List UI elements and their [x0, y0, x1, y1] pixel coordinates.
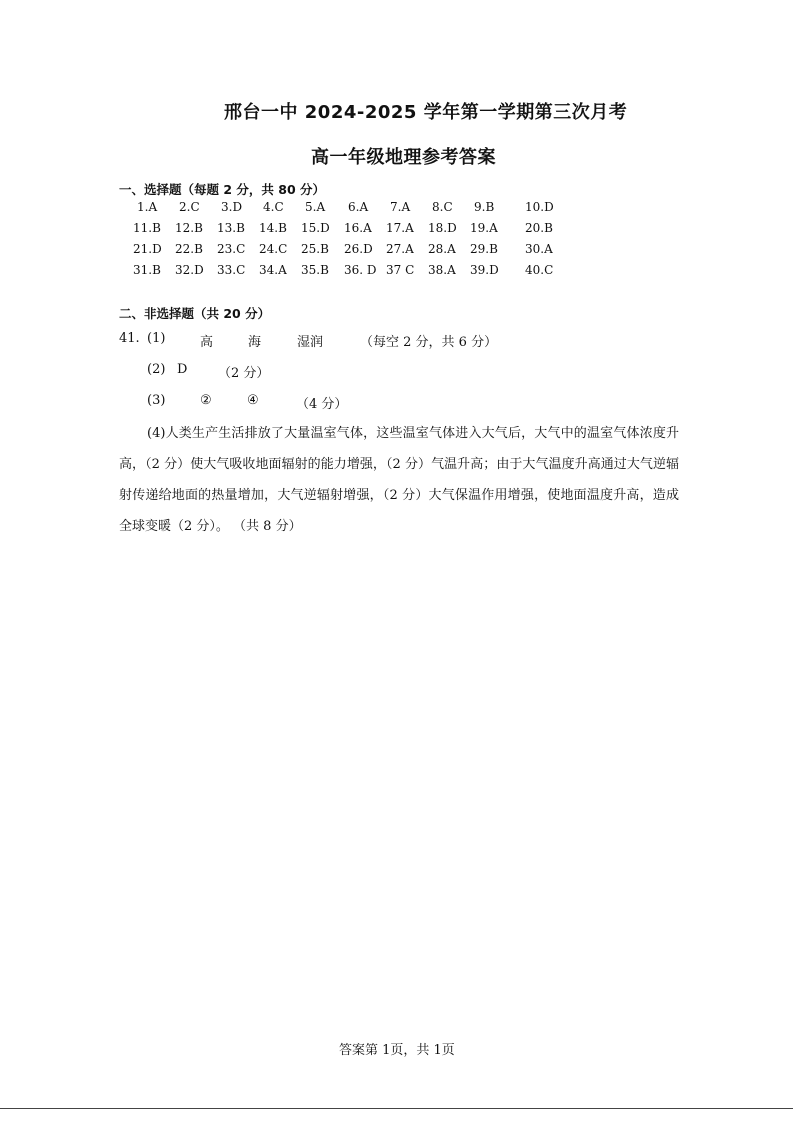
mc-answer: 15.D: [301, 221, 330, 235]
mc-answer: 1.A: [137, 200, 158, 214]
mc-answer: 5.A: [305, 200, 326, 214]
mc-answer: 24.C: [259, 242, 288, 256]
mc-answer: 36. D: [344, 263, 377, 277]
mc-answer: 18.D: [428, 221, 457, 235]
mc-answer: 35.B: [301, 263, 329, 277]
mc-answer: 11.B: [133, 221, 161, 235]
mc-answer: 9.B: [474, 200, 495, 214]
mc-answer: 38.A: [428, 263, 456, 277]
answer-1-blank-2: 海: [248, 335, 262, 350]
mc-answer: 6.A: [348, 200, 369, 214]
mc-answer: 30.A: [525, 242, 553, 256]
mc-answer: 16.A: [344, 221, 372, 235]
answer-2: D: [177, 362, 188, 377]
mc-answer: 28.A: [428, 242, 456, 256]
mc-answer: 29.B: [470, 242, 498, 256]
mc-answer: 26.D: [344, 242, 373, 256]
footer-divider: [0, 1108, 793, 1109]
mc-answer: 40.C: [525, 263, 554, 277]
answer-key-title: 高一年级地理参考答案: [311, 147, 496, 168]
mc-answer: 7.A: [390, 200, 411, 214]
answer-1-blank-1: 高: [200, 335, 214, 350]
mc-answer: 10.D: [525, 200, 554, 214]
answer-4-paragraph: (4)人类生产生活排放了大量温室气体，这些温室气体进入大气后，大气中的温室气体浓度升高，（2 分）使大气吸收地面辐射的能力增强，（2 分）气温升高；由于大气温度升高通过大气逆辐射传递给地面的热量增加，大气逆辐射增强，（2 分）大气保温作用增强，使地面温度升高，造成全球变暖（2 分）。 （共 8 分）: [119, 426, 679, 534]
mc-answer: 20.B: [525, 221, 553, 235]
answer-3-score: （4 分）: [296, 397, 348, 412]
mc-answer: 39.D: [470, 263, 499, 277]
mc-answer: 19.A: [470, 221, 498, 235]
mc-answer: 37 C: [386, 263, 415, 277]
mc-answer: 32.D: [175, 263, 204, 277]
answer-1-blank-3: 湿润: [297, 335, 324, 350]
answer-1-score: （每空 2 分，共 6 分）: [360, 335, 498, 350]
mc-answer: 31.B: [133, 263, 161, 277]
mc-answer: 3.D: [221, 200, 243, 214]
page-footer: 答案第 1页，共 1页: [339, 1043, 455, 1058]
mc-answer: 22.B: [175, 242, 203, 256]
mc-answer: 2.C: [179, 200, 200, 214]
mc-answer: 14.B: [259, 221, 287, 235]
question-number: 41.: [119, 331, 140, 346]
section-heading-non-choice: 二、非选择题（共 20 分）: [119, 306, 271, 321]
sub-question-label-1: (1): [147, 331, 166, 346]
answer-2-score: （2 分）: [218, 366, 270, 381]
mc-answer: 23.C: [217, 242, 246, 256]
mc-answer: 33.C: [217, 263, 246, 277]
answer-3-choice-2: ④: [247, 393, 259, 408]
mc-answer: 27.A: [386, 242, 414, 256]
mc-answer: 34.A: [259, 263, 287, 277]
answer-3-choice-1: ②: [200, 393, 212, 408]
mc-answer: 8.C: [432, 200, 453, 214]
section-heading-multiple-choice: 一、选择题（每题 2 分，共 80 分）: [119, 182, 326, 197]
mc-answer: 17.A: [386, 221, 414, 235]
mc-answer: 12.B: [175, 221, 203, 235]
mc-answer: 4.C: [263, 200, 284, 214]
mc-answer: 21.D: [133, 242, 162, 256]
exam-title: 邢台一中 2024-2025 学年第一学期第三次月考: [224, 102, 628, 123]
sub-question-label-2: (2): [147, 362, 166, 377]
mc-answer: 25.B: [301, 242, 329, 256]
sub-question-label-3: (3): [147, 393, 166, 408]
mc-answer: 13.B: [217, 221, 245, 235]
